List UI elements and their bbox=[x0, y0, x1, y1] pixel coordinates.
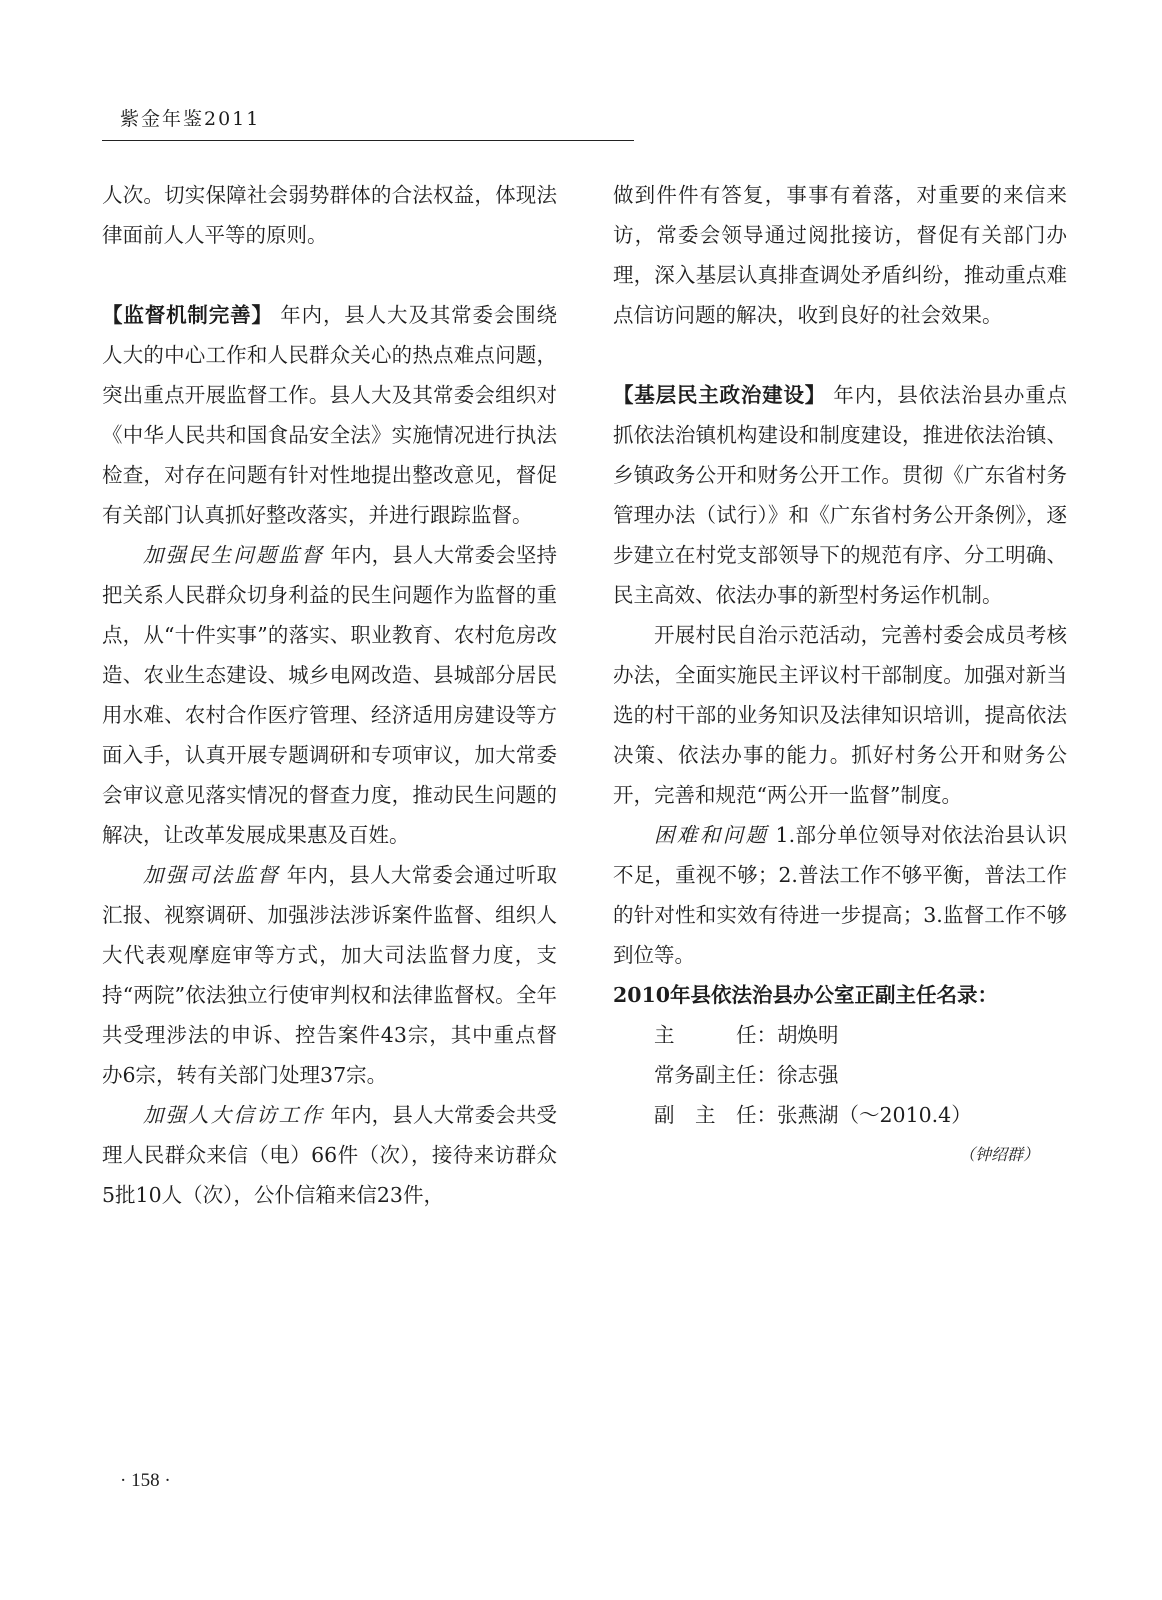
roster-row bbox=[613, 1095, 1067, 1135]
page-number: · 158 · bbox=[120, 1470, 171, 1491]
section-supervision bbox=[102, 295, 557, 535]
subsection-heading: 困难和问题 bbox=[654, 823, 769, 847]
roster-row bbox=[613, 1055, 1067, 1095]
section-grassroots bbox=[613, 375, 1067, 615]
section-heading: 【基层民主政治建设】 bbox=[613, 383, 827, 407]
paragraph: 开展村民自治示范活动，完善村委会成员考核办法，全面实施民主评议村干部制度。加强对新当选的村干部的业务知识及法律知识培训，提高依法决策、依法办事的能力。抓好村务公开和财务公开，完善和规范“两公开一监督”制度。 bbox=[613, 623, 1067, 807]
subsection-heading: 加强人大信访工作 bbox=[143, 1103, 324, 1127]
section-problems bbox=[613, 815, 1067, 975]
roster-name: 徐志强 bbox=[777, 1063, 839, 1087]
section-petition bbox=[102, 1095, 557, 1215]
left-column bbox=[102, 175, 557, 1215]
paragraph: 人次。切实保障社会弱势群体的合法权益，体现法律面前人人平等的原则。 bbox=[102, 183, 557, 247]
header-rule bbox=[102, 140, 634, 141]
roster-title: 2010年县依法治县办公室正副主任名录： bbox=[613, 983, 999, 1007]
section-body: 年内，县人大常委会通过听取汇报、视察调研、加强涉法涉诉案件监督、组织人大代表观摩庭审等方式，加大司法监督力度，支持“两院”依法独立行使审判权和法律监督权。全年共受理涉法的申诉、控告案件43宗，其中重点督办6宗，转有关部门处理37宗。 bbox=[102, 863, 558, 1087]
section-body: 年内，县人大及其常委会围绕人大的中心工作和人民群众关心的热点难点问题，突出重点开展监督工作。县人大及其常委会组织对《中华人民共和国食品安全法》实施情况进行执法检查，对存在问题有针对性地提出整改意见，督促有关部门认真抓好整改落实，并进行跟踪监督。 bbox=[102, 303, 558, 527]
roster-role: 常务副主任： bbox=[654, 1063, 777, 1087]
section-body: 年内，县依法治县办重点抓依法治镇机构建设和制度建设，推进依法治镇、乡镇政务公开和财务公开工作。贯彻《广东省村务管理办法（试行）》和《广东省村务公开条例》，逐步建立在村党支部领导下的规范有序、分工明确、民主高效、依法办事的新型村务运作机制。 bbox=[613, 383, 1067, 607]
section-livelihood bbox=[102, 535, 557, 855]
roster-row bbox=[613, 1015, 1067, 1055]
subsection-heading: 加强司法监督 bbox=[143, 863, 280, 887]
roster-role: 主 任： bbox=[654, 1023, 777, 1047]
section-body: 年内，县人大常委会共受理人民群众来信（电）66件（次），接待来访群众5批10人（次），公仆信箱来信23件， bbox=[102, 1103, 557, 1207]
roster-role: 副 主 任： bbox=[654, 1103, 777, 1127]
section-body: 1.部分单位领导对依法治县认识不足，重视不够；2.普法工作不够平衡，普法工作的针对性和实效有待进一步提高；3.监督工作不够到位等。 bbox=[613, 823, 1068, 967]
subsection-heading: 加强民生问题监督 bbox=[143, 543, 324, 567]
section-heading: 【监督机制完善】 bbox=[102, 303, 273, 327]
running-header: 紫金年鉴2011 bbox=[120, 108, 261, 130]
roster-name: 张燕湖（～2010.4） bbox=[777, 1103, 972, 1127]
right-column bbox=[613, 175, 1067, 1175]
section-body: 年内，县人大常委会坚持把关系人民群众切身利益的民生问题作为监督的重点，从“十件实事”的落实、职业教育、农村危房改造、农业生态建设、城乡电网改造、县城部分居民用水难、农村合作医疗管理、经济适用房建设等方面入手，认真开展专题调研和专项审议，加大常委会审议意见落实情况的督查力度，推动民生问题的解决，让改革发展成果惠及百姓。 bbox=[102, 543, 557, 847]
paragraph: 做到件件有答复，事事有着落，对重要的来信来访，常委会领导通过阅批接访，督促有关部门办理，深入基层认真排查调处矛盾纠纷，推动重点难点信访问题的解决，收到良好的社会效果。 bbox=[613, 183, 1067, 327]
author-credit: （钟绍群） bbox=[958, 1145, 1039, 1164]
roster-name: 胡焕明 bbox=[777, 1023, 839, 1047]
section-judicial bbox=[102, 855, 557, 1095]
